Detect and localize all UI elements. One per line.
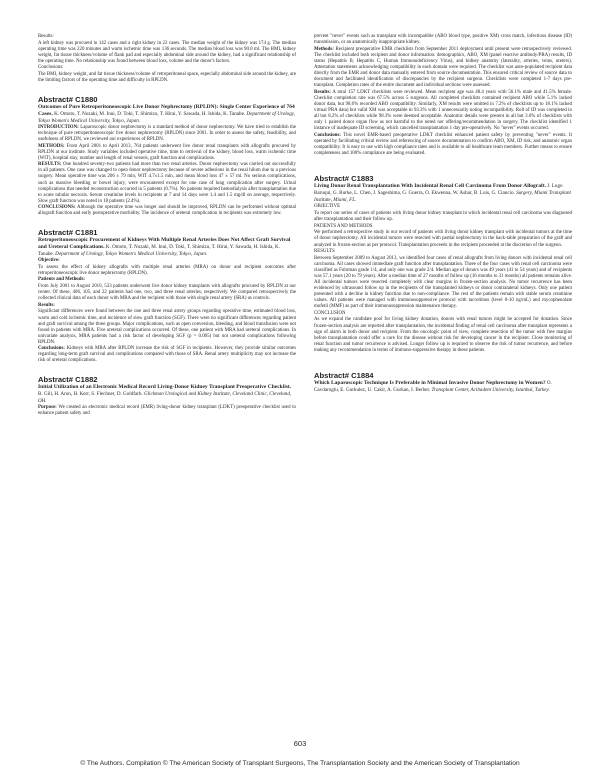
abstract-affiliation: Glickman Urological and Kidney Institute, Cleveland Clinic, Cleveland, OH. [38,391,292,405]
abstract-title: Living Donor Renal Transplantation With Incidental Renal Cell Carcinoma From Donor Allograft. [314,183,547,190]
section-text: Although the operative time was longer and should be improved, RPLDN can be performed without optimal allograft function and early postoperative morbidity. The incidence of ureteral complication in recipients was extremely low. [38,205,297,217]
section-label: Conclusions: [38,65,64,71]
paragraph: As we expand the candidate pool for living kidney donation, donors with renal tumors might be accepted for donation. Since frozen-section analysis are reported after transplantation, the incidental finding of renal cell carcinoma after transplant represents a sign of alarm in both donor and recipient. From the oncologic point of view, complete resection of the tumor with free margins before transplantation could offer a cure for the disease without risk for developing cancer in the recipient. Close monitoring of renal function and tumor recurrence is advised. Longer follow up is required to observe the risk of tumor recurrence, and before making any recommendation in terms of immuno-suppressive therapy in these patients. [314,317,572,353]
paragraph: To assess the effect of kidney allografts with multiple renal arteries (MRA) on donor and recipient outcomes after retroperitoneoscopic live donor nephrectomy (RPLDN). [38,264,296,276]
abstract-id: Abstract# C1883 [314,174,374,184]
section-label: CONCLUSIONS: [38,205,76,211]
abstract-id: Abstract# C1884 [314,371,374,381]
section-label: Patients and Methods: [38,277,86,283]
paragraph: The BMI, kidney weight, and fat tissue thickness/volume of retroperitoneal space, especially abdominal side around the kidney, are the limiting factors of the operating time and difficulty in RPLDN. [38,72,296,84]
section-text: A total 157 LDKT checklists were reviewed. Mean recipient age was 48.4 years with 56.1% male and 41.5% female. Checklist completion rate was 67.5% across 5 surgeons. All completed checklists contained recipient ABO while 5.1% lacked donor data, but 98.6% recorded ABO compatibility. Similarly, XM results were omitted in 7.2% of checklists up to 18.1% lacked virtual PRA data) but valid XM was acceptable in 93.3% with 1 unnecessarily noting incompatibility. Roll of ID was completed in all but 8.2% of checklists while 98.3% were deemed acceptable. Anatomic details were present in all but 3.6% of checklists with only 1 paired donor organ flow as not harmful to the noted nor offering/recommendation in surgery. The checklist identified 1 instance of inadequate ID screening, which cancelled transplantation 1 day pre-operatively. No "never" events occurred. [314,89,573,131]
abstract-authors: J. Lugo Baruqui, G. Burke, L. Chen, J. Sageshima, G. Guerra, O. Ekwenna, W. Ashar, B. Luis, G. Ciancio. [314,183,563,197]
paragraph: Between September 2009 to August 2013, we identified four cases of renal allografts from living donors with incidental renal cell carcinoma. All cases showed immediate graft function after transplantation. Three of the four cases with renal cell carcinoma were classified as Fuhrman grade 1/4, and only one was grade 2/4. Median age of donors was 49 years (41 to 54 years) and of recipients was 57.1 years (20 to 79 years). After a median time of 27 months of follow up (16 months to 31 months) all patients remains alive. All incidental tumors were resected completely with clear margins in frozen-section analysis. No tumor recurrence has been evidenced by ultrasound follow up in the recipients of the transplanted kidneys or donor contralateral kidneys. Only one patient presented with a decline in kidney function due to non-compliance. The rest of the patients remain with stable serum creatinine values. All patients were managed with immunosuppressive protocol with tacrolimus (level 8-10 ng/mL) and mycophenolate mofetil (MMF) as part of their immunosuppression maintenance therapy. [314,255,572,310]
paragraph [314,47,572,89]
left-column [38,34,296,418]
section-label: OBJECTIVE [314,204,341,210]
paragraph [38,205,296,217]
abstract-c1880 [38,95,296,218]
paragraph: We performed a retrospective study in our record of patients with living donor kidney transplant with incidental tumors at the time of donor nephrectomy. All incidental tumors were resected with partial nephrectomy in the back-table preparation of the graft and analyzed in frozen-section as per protocol. Transplantation proceeds in the recipient proceeded at the discretion of the surgeon. [314,230,572,248]
section-text: Kidneys with MRA after RPLDN increase the risk of SGF in recipients. However, they provide similar outcomes regarding long-term graft survival and complications compared with those of SRA. Renal artery multiplicity may not increase the risk of ureteral complications. [38,346,296,364]
abstract-affiliation: Department of Urology, Tokyo Women's Medical University, Tokyo, Japan. [38,110,296,124]
section-label: RESULTS [314,249,335,255]
abstract-id: Abstract# C1881 [38,227,98,237]
abstract-affiliation: Department of Urology, Tokyo Women's Medical University, Tokyo, Japan. [55,251,208,258]
paragraph: prevent "never" events such as transplant with incompatible (ABO blood type, positive XM) cross match, infectious disease (ID) transmission, or an anatomically inappropriate kidney. [314,34,572,46]
section-text: From April 2001 to April 2013, 764 patients underwent live donor renal transplants with allografts procured by RPLDN at our institute. Study variables included operative time, time to retrieval of the kidney, blood loss, warm ischemic time (WIT), hospital stay, number and length of renal vessels, graft function and complications. [38,143,296,161]
abstract-title: Retroperitoneoscopic Procurement of Kidneys With Multiple Renal Arteries Does Not Affect Graft Survival and Ureteral Complications. [38,236,291,251]
section-text: One hundred seventy-two patients had more than two renal arteries. Donor nephrectomy was carried out successfully in all patients. One case was changed to open donor nephrectomy because of severe adhesions in the renal hilum due to a previous surgery. Mean operative time was 206 ± 79 min, WIT 4.7±1.5 min, and mean blood loss 47 ± 57 ml. No serious complications, such as massive bleeding or bowel injury, were encountered except for one case of lung complication after surgery. Urinal complications that needed reconstruction occurred in 5 patients (0.7%). No patients required hemodialysis after transplantation due to acute tubular necrosis. Serum creatinine levels in recipients at 7 and 14 days were 1.4 and 1.5 mg/dl on average, respectively. Slow graft function was noted in 18 patients (2.4%). [38,162,296,204]
section-label: Results: [314,89,331,95]
copyright-footer: © The Authors. Compilation © The American Society of Transplant Surgeons, The Transplantation Society and the American Society of Transplantation [80,760,520,767]
section-label: METHODS: [38,143,65,149]
section-label: Conclusions: [314,132,341,138]
abstract-authors: O. Cavdaroglu, E. Gurkulez, U. Cakir, A. Gurkan, I. Berber. [314,380,552,394]
abstract-affiliation: Transplant Center, Acibadem University, Istanbul, Turkey. [431,387,550,394]
section-label: Methods: [314,46,334,52]
abstract-c1884 [314,371,572,394]
abstract-id: Abstract# C1882 [38,375,98,385]
abstract-title: Outcomes of Pure Retroperitoneoscopic Live Donor Nephrectomy (RPLDN): Single Center Experience of 764 Cases. [38,103,295,117]
abstract-c1883 [314,174,572,353]
paragraph [38,405,296,417]
abstract-c1882 [38,375,296,417]
paragraph [38,162,296,204]
section-text: This novel EMR-based preoperative LDKT checklist enhanced patient safety by preventing "never" events. It operated by facilitating critical review and referencing of source documentation to confirm ABO, XM, ID risk, and anatomic organ compatibility. It is easy to use with high compliance rates and is available to all healthcare team members. Further means to ensure completeness and 100% compliance are being evaluated. [314,132,572,156]
abstract-title: Which Laparoscopic Technique Is Preferable in Minimal Invasive Donor Nephrectomy in Women? [314,380,546,387]
section-label: Results: [38,302,55,308]
paragraph: From July 2001 to August 2010, 533 patients underwent live donor kidney transplants with allografts procured by RPLDN at our center. Of these, 406, 105, and 22 patients had one, two, and three renal arteries, respectively. We compared retrospectively the collected clinical data of each donor with MRA and the recipient with those with single renal artery (SRA) as controls. [38,284,296,302]
paragraph: Significant differences were found between the one and three renal artery groups regarding operative time, estimated blood loss, warm and cold ischemic time, and incidence of slow graft function (SGF). There were no significant differences regarding patient and graft survival among the three groups. Major complications, such as open conversion, bleeding, and blood transfusion were not found in patients with MRA. Five ureteral complications occurred. Of these, one patient with MRA had ureteral complications. In univariate analysis, MRA patients had a risk factor of developing SGF (p = 0.005) but not ureteral complications following RPLDN. [38,309,296,345]
paragraph [314,90,572,132]
paragraph [314,133,572,157]
right-column [314,34,572,394]
section-label: PATIENTS AND METHODS [314,223,373,229]
section-label: Purpose: [38,405,57,411]
section-text: We created an electronic medical record (EMR) living-donor kidney transplant (LDKT) preoperative checklist used to enhance patient safety and [38,405,296,417]
section-label: CONCLUSION [314,310,346,316]
page-number: 603 [293,739,307,748]
abstract-authors: K. Omoto, T. Nozaki, M. Inui, D. Toki, T. Shimizu, T. Hirai, Y. Sawada, H. Ishida, K. Tanabe. [38,244,280,258]
section-label: INTRODUCTION: [38,124,79,130]
section-label: Results: [38,34,54,39]
section-label: Objective: [38,258,60,264]
paragraph: A left kidney was procured in 142 cases and a right kidney in 22 cases. The median weight of the kidney was 174 g. The median operating time was 220 minutes and warm ischemic time was 136 seconds. The median blood loss was 90.0 ml. The BMI, kidney weight, fat tissue thickness/volume of flank pad and especially abdominal side around the kidney, had a significant relationship of the operating time. No relationship was found between blood loss, volume and the donor's factors. [38,40,296,64]
paragraph [38,144,296,162]
abstract-authors: K. Omoto, T. Nozaki, M. Inui, D. Toki, T. Shimizu, T. Hirai, Y. Sawada, H. Ishida, K. Tanabe. [54,110,246,117]
abstract-title: Initial Utilization of an Electronic Medical Record Living-Donor Kidney Transplant Preoperative Checklist. [38,384,292,391]
paragraph [38,125,296,143]
abstract-c1881 [38,228,296,365]
paragraph [38,346,296,364]
section-label: RESULTS: [38,162,62,168]
section-text: Laparoscopic donor nephrectomy is a standard method of donor nephrectomy. We have tried to establish the technique of pure retroperitoneoscopic live donor nephrectomy (RPLDN) since 2001. In order to assess the safety, feasibility, and usefulness of RPLDN, we reviewed our experiences of RPLDN. [38,124,296,142]
section-label: Conclusions: [38,346,65,352]
section-text: Recipient preoperative EMR checklists from September 2011 deployment until present were retrospectively reviewed. The checklist included both recipient and donor information: demographics, ABO, XM (panel reactive antibody/PRA) results, ID status (Hepatitis B, Hepatitis C, Human Immunodeficiency Virus), and kidney anatomy (laterality, arteries, veins, ureters). Attestation statements acknowledging compatibility in each domain were required. The checklist was auto-populated recipient data directly from the EMR and donor data manually entered from source documentation. This ensured critical review of source data to document and facilitated identification of discrepancies by the recipient surgeon. Checklists were completed 1-7 days pre-transplant. Completion rates of the entire document and individual sections were assessed. [314,46,572,88]
abstract-authors: B. Gill, H. Aron, H. Kerr, S. Flechner, D. Goldfarb. [38,391,143,398]
paragraph: To report our series of cases of patients with living donor kidney transplant in which incidental renal cell carcinoma was diagnosed after transplantation and their follow up. [314,211,572,223]
abstract-id: Abstract# C1880 [38,94,98,104]
abstract-affiliation: Surgery, Miami Transplant Institute, Miami, FL. [314,190,571,204]
